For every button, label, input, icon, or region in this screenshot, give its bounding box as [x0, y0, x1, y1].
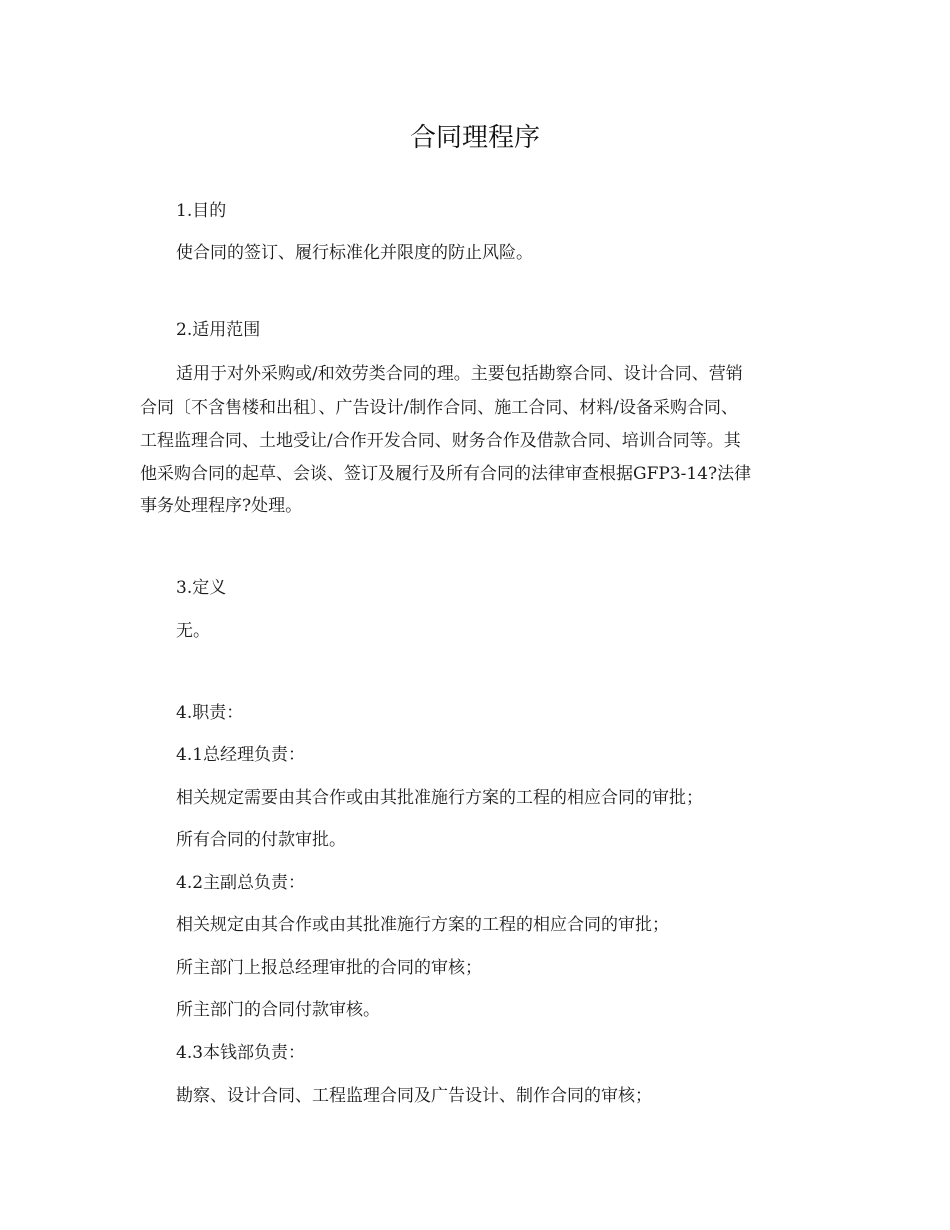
definition-text: 无。 [176, 621, 210, 641]
scope-line-2: 合同〔不含售楼和出租〕、广告设计/制作合同、施工合同、材料/设备采购合同、 [140, 398, 738, 418]
scope-line-1: 适用于对外采购或/和效劳类合同的理。主要包括勘察合同、设计合同、营销 [176, 364, 743, 384]
cost-duty-item: 勘察、设计合同、工程监理合同及广告设计、制作合同的审核； [176, 1086, 652, 1106]
scope-line-4: 他采购合同的起草、会谈、签订及履行及所有合同的法律审查根据GFP3-14?法律 [140, 464, 752, 484]
subsection-heading-cost: 4.3本钱部负责： [176, 1043, 306, 1063]
section-heading-definition: 3.定义 [176, 578, 227, 598]
section-heading-scope: 2.适用范围 [176, 320, 261, 340]
deputy-duty-item: 相关规定由其合作或由其批准施行方案的工程的相应合同的审批； [176, 915, 669, 935]
deputy-duty-item: 所主部门上报总经理审批的合同的审核； [176, 958, 482, 978]
purpose-text: 使合同的签订、履行标准化并限度的防止风险。 [176, 243, 533, 263]
subsection-heading-gm: 4.1总经理负责： [176, 745, 306, 765]
scope-line-5: 事务处理程序?处理。 [140, 496, 303, 516]
gm-duty-item: 所有合同的付款审批。 [176, 830, 346, 850]
section-heading-purpose: 1.目的 [176, 201, 227, 221]
gm-duty-item: 相关规定需要由其合作或由其批准施行方案的工程的相应合同的审批； [176, 788, 703, 808]
scope-line-3: 工程监理合同、土地受让/合作开发合同、财务合作及借款合同、培训合同等。其 [140, 431, 741, 451]
subsection-heading-deputy: 4.2主副总负责： [176, 873, 306, 893]
section-heading-duties: 4.职责： [176, 703, 244, 723]
deputy-duty-item: 所主部门的合同付款审核。 [176, 1000, 380, 1020]
document-title: 合同理程序 [409, 123, 540, 153]
